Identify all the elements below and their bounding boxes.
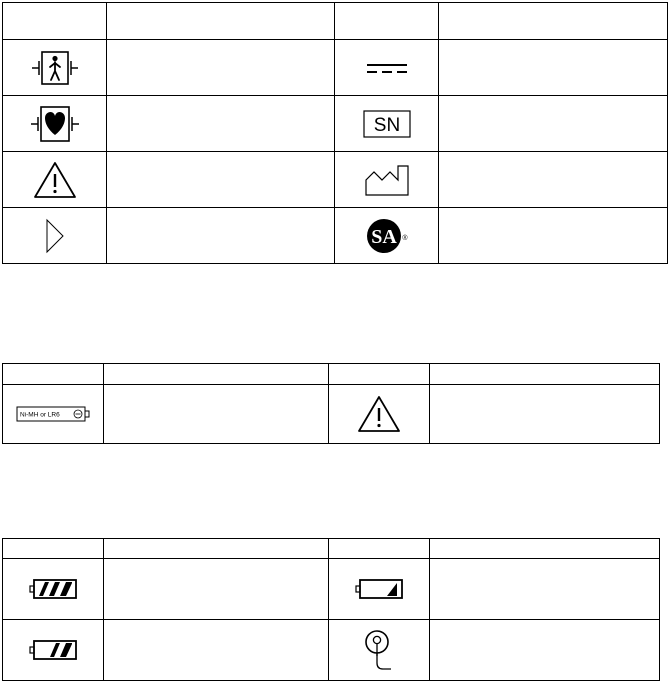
description-cell [107, 40, 335, 96]
symbol-cell [3, 385, 104, 444]
header-cell [3, 364, 104, 385]
battery-type-label: Ni-MH or LR6 [20, 411, 60, 419]
csa-letters: SA [370, 225, 397, 248]
battery-one-bar-icon [354, 577, 404, 601]
description-cell [104, 385, 329, 444]
header-cell [329, 364, 430, 385]
description-cell [439, 208, 668, 264]
description-cell [439, 152, 668, 208]
battery-type-icon [15, 404, 91, 424]
symbol-cell [3, 40, 107, 96]
symbol-cell [329, 385, 430, 444]
symbol-cell [335, 152, 439, 208]
serial-number-label: SN [373, 114, 400, 136]
description-cell [104, 559, 329, 620]
defibrillation-proof-type-cf-icon [26, 105, 84, 143]
battery-symbols-table [2, 363, 660, 444]
battery-three-bars-icon [28, 577, 78, 601]
description-cell [107, 152, 335, 208]
play-triangle-icon [43, 217, 67, 255]
header-cell [430, 539, 660, 559]
symbols-table [2, 2, 668, 264]
description-cell [430, 620, 660, 681]
manufacturer-icon [363, 163, 411, 197]
symbol-cell [3, 96, 107, 152]
table-row [3, 385, 660, 444]
registered-mark: ® [401, 234, 408, 242]
csa-mark-icon [364, 216, 410, 256]
symbol-cell [329, 559, 430, 620]
header-cell [439, 3, 668, 40]
table-row [3, 40, 668, 96]
description-cell [104, 620, 329, 681]
header-cell [104, 364, 329, 385]
symbol-cell [3, 559, 104, 620]
table-row [3, 559, 660, 620]
description-cell [107, 208, 335, 264]
table-header-row [3, 364, 660, 385]
symbol-cell [335, 96, 439, 152]
battery-two-bars-icon [28, 638, 78, 662]
table-header-row [3, 539, 660, 559]
direct-current-icon [365, 58, 409, 78]
header-cell [3, 539, 104, 559]
table-header-row [3, 3, 668, 40]
header-cell [329, 539, 430, 559]
description-cell [430, 385, 660, 444]
header-cell [104, 539, 329, 559]
symbol-cell [335, 208, 439, 264]
warning-triangle-icon [32, 160, 78, 200]
symbol-cell [335, 40, 439, 96]
table-row [3, 152, 668, 208]
warning-triangle-icon [356, 394, 402, 434]
description-cell [107, 96, 335, 152]
symbol-cell [3, 208, 107, 264]
header-cell [107, 3, 335, 40]
battery-status-table [2, 538, 660, 681]
table-row [3, 96, 668, 152]
symbol-cell [329, 620, 430, 681]
type-bf-applied-part-icon [27, 50, 83, 86]
symbol-cell [3, 620, 104, 681]
table-row [3, 620, 660, 681]
description-cell [439, 40, 668, 96]
serial-number-icon [362, 109, 412, 139]
description-cell [439, 96, 668, 152]
symbol-cell [3, 152, 107, 208]
table-row [3, 208, 668, 264]
description-cell [430, 559, 660, 620]
header-cell [430, 364, 660, 385]
electrode-connector-icon [359, 628, 399, 672]
header-cell [335, 3, 439, 40]
header-cell [3, 3, 107, 40]
